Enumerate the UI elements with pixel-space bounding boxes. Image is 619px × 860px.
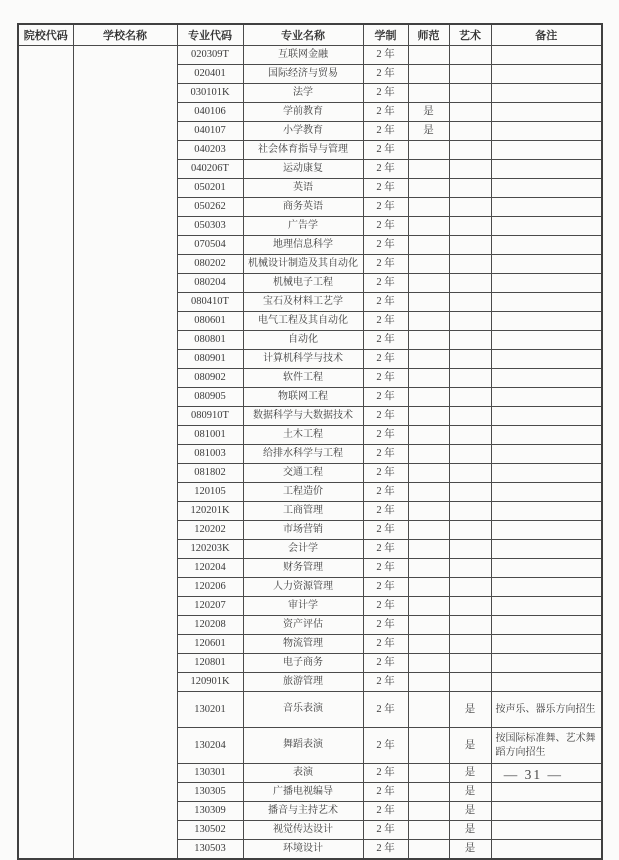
major-name-cell: 播音与主持艺术 [243, 802, 363, 821]
remark-cell [491, 616, 602, 635]
art-cell [449, 217, 491, 236]
major-name-cell: 交通工程 [243, 464, 363, 483]
teacher-training-cell [408, 654, 449, 673]
teacher-training-cell [408, 521, 449, 540]
remark-cell: 按国际标准舞、艺术舞蹈方向招生 [491, 728, 602, 764]
page-number: — 31 — [503, 767, 563, 782]
major-name-cell: 财务管理 [243, 559, 363, 578]
header-major-code: 专业代码 [177, 24, 243, 46]
duration-cell: 2 年 [363, 521, 408, 540]
teacher-training-cell [408, 388, 449, 407]
art-cell: 是 [449, 783, 491, 802]
art-cell [449, 635, 491, 654]
teacher-training-cell [408, 692, 449, 728]
major-code-cell: 120901K [177, 673, 243, 692]
remark-cell [491, 783, 602, 802]
duration-cell: 2 年 [363, 312, 408, 331]
duration-cell: 2 年 [363, 426, 408, 445]
duration-cell: 2 年 [363, 692, 408, 728]
teacher-training-cell [408, 217, 449, 236]
teacher-training-cell [408, 407, 449, 426]
remark-cell [491, 559, 602, 578]
major-name-cell: 法学 [243, 84, 363, 103]
art-cell [449, 160, 491, 179]
major-name-cell: 会计学 [243, 540, 363, 559]
remark-cell [491, 407, 602, 426]
remark-cell [491, 65, 602, 84]
art-cell: 是 [449, 802, 491, 821]
major-code-cell: 050201 [177, 179, 243, 198]
major-code-cell: 040107 [177, 122, 243, 141]
teacher-training-cell [408, 350, 449, 369]
art-cell [449, 597, 491, 616]
remark-cell [491, 578, 602, 597]
remark-cell [491, 46, 602, 65]
major-name-cell: 机械设计制造及其自动化 [243, 255, 363, 274]
duration-cell: 2 年 [363, 369, 408, 388]
duration-cell: 2 年 [363, 179, 408, 198]
remark-cell [491, 464, 602, 483]
duration-cell: 2 年 [363, 540, 408, 559]
remark-cell [491, 654, 602, 673]
duration-cell: 2 年 [363, 559, 408, 578]
major-code-cell: 020309T [177, 46, 243, 65]
duration-cell: 2 年 [363, 236, 408, 255]
college-name-cell [73, 46, 177, 860]
remark-cell [491, 388, 602, 407]
art-cell [449, 122, 491, 141]
major-name-cell: 工商管理 [243, 502, 363, 521]
teacher-training-cell [408, 65, 449, 84]
teacher-training-cell [408, 141, 449, 160]
teacher-training-cell [408, 312, 449, 331]
remark-cell [491, 198, 602, 217]
teacher-training-cell [408, 483, 449, 502]
duration-cell: 2 年 [363, 728, 408, 764]
duration-cell: 2 年 [363, 331, 408, 350]
major-code-cell: 120207 [177, 597, 243, 616]
major-name-cell: 运动康复 [243, 160, 363, 179]
remark-cell [491, 255, 602, 274]
header-college-code: 院校代码 [18, 24, 73, 46]
remark-cell [491, 103, 602, 122]
art-cell [449, 312, 491, 331]
major-code-cell: 030101K [177, 84, 243, 103]
major-name-cell: 人力资源管理 [243, 578, 363, 597]
major-name-cell: 学前教育 [243, 103, 363, 122]
major-code-cell: 080905 [177, 388, 243, 407]
duration-cell: 2 年 [363, 350, 408, 369]
art-cell [449, 65, 491, 84]
major-code-cell: 040106 [177, 103, 243, 122]
remark-cell [491, 236, 602, 255]
major-code-cell: 130305 [177, 783, 243, 802]
teacher-training-cell [408, 728, 449, 764]
major-name-cell: 音乐表演 [243, 692, 363, 728]
college-code-cell [18, 46, 73, 860]
major-name-cell: 互联网金融 [243, 46, 363, 65]
remark-cell [491, 635, 602, 654]
art-cell [449, 46, 491, 65]
header-duration: 学制 [363, 24, 408, 46]
teacher-training-cell [408, 502, 449, 521]
art-cell [449, 255, 491, 274]
art-cell [449, 388, 491, 407]
major-name-cell: 小学教育 [243, 122, 363, 141]
art-cell [449, 578, 491, 597]
duration-cell: 2 年 [363, 141, 408, 160]
major-name-cell: 物流管理 [243, 635, 363, 654]
major-name-cell: 数据科学与大数据技术 [243, 407, 363, 426]
art-cell [449, 502, 491, 521]
major-name-cell: 计算机科学与技术 [243, 350, 363, 369]
duration-cell: 2 年 [363, 616, 408, 635]
duration-cell: 2 年 [363, 407, 408, 426]
teacher-training-cell [408, 783, 449, 802]
remark-cell [491, 445, 602, 464]
art-cell [449, 369, 491, 388]
remark-cell [491, 540, 602, 559]
major-code-cell: 080601 [177, 312, 243, 331]
art-cell: 是 [449, 821, 491, 840]
major-code-cell: 120204 [177, 559, 243, 578]
art-cell [449, 141, 491, 160]
art-cell [449, 236, 491, 255]
major-name-cell: 社会体育指导与管理 [243, 141, 363, 160]
major-code-cell: 081001 [177, 426, 243, 445]
major-code-cell: 120801 [177, 654, 243, 673]
remark-cell [491, 597, 602, 616]
duration-cell: 2 年 [363, 160, 408, 179]
major-code-cell: 130309 [177, 802, 243, 821]
duration-cell: 2 年 [363, 483, 408, 502]
art-cell [449, 616, 491, 635]
art-cell [449, 540, 491, 559]
remark-cell [491, 331, 602, 350]
remark-cell [491, 673, 602, 692]
major-name-cell: 广告学 [243, 217, 363, 236]
teacher-training-cell [408, 198, 449, 217]
major-code-cell: 040206T [177, 160, 243, 179]
remark-cell [491, 160, 602, 179]
header-major-name: 专业名称 [243, 24, 363, 46]
teacher-training-cell [408, 369, 449, 388]
remark-cell [491, 141, 602, 160]
major-name-cell: 旅游管理 [243, 673, 363, 692]
major-code-cell: 120201K [177, 502, 243, 521]
duration-cell: 2 年 [363, 255, 408, 274]
art-cell [449, 673, 491, 692]
duration-cell: 2 年 [363, 103, 408, 122]
duration-cell: 2 年 [363, 673, 408, 692]
art-cell [449, 350, 491, 369]
header-row [18, 24, 602, 46]
duration-cell: 2 年 [363, 578, 408, 597]
majors-table-body [18, 46, 602, 860]
art-cell: 是 [449, 840, 491, 860]
major-code-cell: 120206 [177, 578, 243, 597]
major-code-cell: 120208 [177, 616, 243, 635]
teacher-training-cell [408, 764, 449, 783]
teacher-training-cell [408, 821, 449, 840]
major-code-cell: 080204 [177, 274, 243, 293]
major-code-cell: 120202 [177, 521, 243, 540]
teacher-training-cell [408, 597, 449, 616]
remark-cell [491, 217, 602, 236]
header-college-name: 学校名称 [73, 24, 177, 46]
teacher-training-cell: 是 [408, 122, 449, 141]
major-code-cell: 081802 [177, 464, 243, 483]
major-code-cell: 120601 [177, 635, 243, 654]
teacher-training-cell [408, 426, 449, 445]
duration-cell: 2 年 [363, 502, 408, 521]
major-name-cell: 地理信息科学 [243, 236, 363, 255]
major-name-cell: 机械电子工程 [243, 274, 363, 293]
art-cell [449, 483, 491, 502]
teacher-training-cell [408, 179, 449, 198]
major-code-cell: 080910T [177, 407, 243, 426]
major-name-cell: 环境设计 [243, 840, 363, 860]
teacher-training-cell [408, 236, 449, 255]
teacher-training-cell [408, 540, 449, 559]
duration-cell: 2 年 [363, 217, 408, 236]
remark-cell [491, 483, 602, 502]
major-code-cell: 070504 [177, 236, 243, 255]
major-code-cell: 120203K [177, 540, 243, 559]
major-name-cell: 工程造价 [243, 483, 363, 502]
major-code-cell: 120105 [177, 483, 243, 502]
remark-cell [491, 521, 602, 540]
duration-cell: 2 年 [363, 821, 408, 840]
remark-cell [491, 426, 602, 445]
art-cell [449, 179, 491, 198]
remark-cell [491, 350, 602, 369]
duration-cell: 2 年 [363, 65, 408, 84]
teacher-training-cell [408, 802, 449, 821]
teacher-training-cell [408, 673, 449, 692]
remark-cell [491, 122, 602, 141]
major-code-cell: 080902 [177, 369, 243, 388]
art-cell [449, 521, 491, 540]
major-name-cell: 电子商务 [243, 654, 363, 673]
art-cell: 是 [449, 764, 491, 783]
header-remark: 备注 [491, 24, 602, 46]
art-cell [449, 103, 491, 122]
teacher-training-cell [408, 464, 449, 483]
teacher-training-cell: 是 [408, 103, 449, 122]
duration-cell: 2 年 [363, 802, 408, 821]
teacher-training-cell [408, 255, 449, 274]
remark-cell [491, 179, 602, 198]
teacher-training-cell [408, 46, 449, 65]
major-code-cell: 081003 [177, 445, 243, 464]
major-code-cell: 080202 [177, 255, 243, 274]
duration-cell: 2 年 [363, 84, 408, 103]
art-cell [449, 293, 491, 312]
art-cell [449, 331, 491, 350]
major-name-cell: 土木工程 [243, 426, 363, 445]
major-name-cell: 给排水科学与工程 [243, 445, 363, 464]
art-cell [449, 84, 491, 103]
major-name-cell: 视觉传达设计 [243, 821, 363, 840]
major-name-cell: 英语 [243, 179, 363, 198]
art-cell [449, 445, 491, 464]
duration-cell: 2 年 [363, 445, 408, 464]
remark-cell [491, 840, 602, 860]
teacher-training-cell [408, 616, 449, 635]
duration-cell: 2 年 [363, 464, 408, 483]
header-art: 艺术 [449, 24, 491, 46]
major-name-cell: 舞蹈表演 [243, 728, 363, 764]
duration-cell: 2 年 [363, 635, 408, 654]
major-name-cell: 表演 [243, 764, 363, 783]
duration-cell: 2 年 [363, 46, 408, 65]
art-cell: 是 [449, 692, 491, 728]
remark-cell [491, 84, 602, 103]
art-cell [449, 198, 491, 217]
teacher-training-cell [408, 331, 449, 350]
duration-cell: 2 年 [363, 388, 408, 407]
duration-cell: 2 年 [363, 122, 408, 141]
remark-cell [491, 369, 602, 388]
major-name-cell: 宝石及材料工艺学 [243, 293, 363, 312]
duration-cell: 2 年 [363, 764, 408, 783]
teacher-training-cell [408, 274, 449, 293]
remark-cell [491, 274, 602, 293]
major-code-cell: 130204 [177, 728, 243, 764]
remark-cell [491, 802, 602, 821]
major-name-cell: 国际经济与贸易 [243, 65, 363, 84]
art-cell [449, 274, 491, 293]
major-code-cell: 080801 [177, 331, 243, 350]
remark-cell [491, 502, 602, 521]
duration-cell: 2 年 [363, 840, 408, 860]
major-name-cell: 广播电视编导 [243, 783, 363, 802]
teacher-training-cell [408, 578, 449, 597]
teacher-training-cell [408, 840, 449, 860]
major-name-cell: 电气工程及其自动化 [243, 312, 363, 331]
major-code-cell: 080901 [177, 350, 243, 369]
duration-cell: 2 年 [363, 293, 408, 312]
major-code-cell: 130503 [177, 840, 243, 860]
table-row [18, 46, 602, 65]
remark-cell [491, 821, 602, 840]
major-code-cell: 020401 [177, 65, 243, 84]
majors-table [17, 23, 603, 860]
remark-cell [491, 312, 602, 331]
teacher-training-cell [408, 559, 449, 578]
major-name-cell: 资产评估 [243, 616, 363, 635]
teacher-training-cell [408, 160, 449, 179]
art-cell [449, 426, 491, 445]
teacher-training-cell [408, 445, 449, 464]
major-name-cell: 市场营销 [243, 521, 363, 540]
remark-cell: 按声乐、器乐方向招生 [491, 692, 602, 728]
duration-cell: 2 年 [363, 597, 408, 616]
duration-cell: 2 年 [363, 654, 408, 673]
duration-cell: 2 年 [363, 783, 408, 802]
major-code-cell: 130301 [177, 764, 243, 783]
art-cell: 是 [449, 728, 491, 764]
major-code-cell: 080410T [177, 293, 243, 312]
major-name-cell: 物联网工程 [243, 388, 363, 407]
duration-cell: 2 年 [363, 274, 408, 293]
major-code-cell: 130502 [177, 821, 243, 840]
art-cell [449, 654, 491, 673]
major-code-cell: 130201 [177, 692, 243, 728]
major-name-cell: 自动化 [243, 331, 363, 350]
art-cell [449, 559, 491, 578]
major-code-cell: 040203 [177, 141, 243, 160]
major-name-cell: 软件工程 [243, 369, 363, 388]
teacher-training-cell [408, 293, 449, 312]
art-cell [449, 407, 491, 426]
art-cell [449, 464, 491, 483]
major-name-cell: 审计学 [243, 597, 363, 616]
teacher-training-cell [408, 635, 449, 654]
teacher-training-cell [408, 84, 449, 103]
header-teacher-training: 师范 [408, 24, 449, 46]
major-name-cell: 商务英语 [243, 198, 363, 217]
duration-cell: 2 年 [363, 198, 408, 217]
major-code-cell: 050262 [177, 198, 243, 217]
major-code-cell: 050303 [177, 217, 243, 236]
remark-cell [491, 293, 602, 312]
